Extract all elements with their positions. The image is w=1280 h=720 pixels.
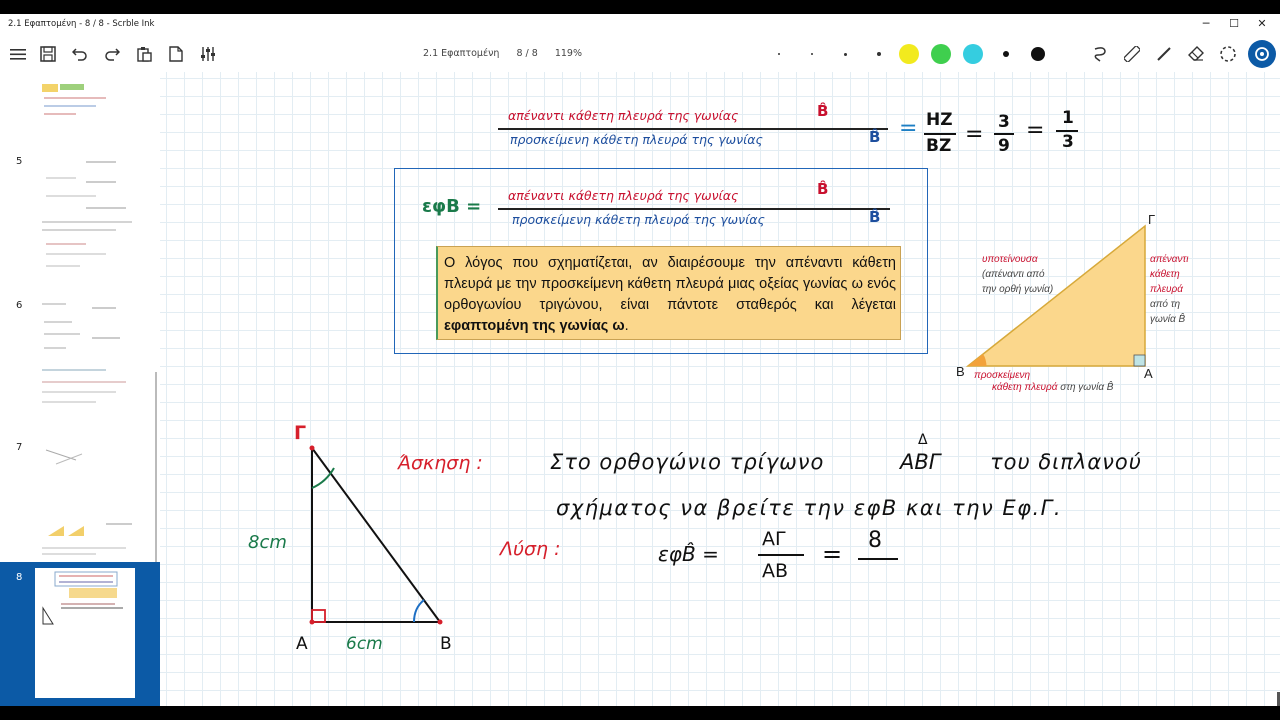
solution-lhs: εφB̂ = — [658, 542, 719, 566]
paste-icon[interactable] — [134, 44, 154, 64]
exercise-line-2: σχήματος να βρείτε την εφΒ και την Εφ.Γ. — [556, 496, 1063, 520]
app-window — [0, 14, 1280, 706]
ratio-hz: HZ — [926, 110, 953, 130]
exercise-line-1: Στο ορθογώνιο τρίγωνο — [550, 450, 825, 474]
solution-fraction-bar — [758, 554, 804, 556]
ref-vertex-a: A — [1144, 366, 1153, 381]
solution-equals: = — [822, 540, 843, 568]
ratio-three-bar — [994, 133, 1014, 135]
hyp-line-3: την ορθή γωνία) — [982, 284, 1054, 295]
opp-line-3: πλευρά — [1150, 284, 1183, 295]
solution-value-bar — [858, 558, 898, 560]
top-fraction-numerator: απέναντι κάθετη πλευρά της γωνίας — [508, 108, 739, 123]
definition-term: εφαπτομένη της γωνίας ω — [444, 318, 625, 334]
window-title: 2.1 Εφαπτομένη - 8 / 8 - Scrble Ink — [8, 19, 155, 29]
sync-icon[interactable] — [1248, 40, 1276, 68]
title-bar — [0, 14, 1280, 36]
undo-icon[interactable] — [70, 44, 90, 64]
page-number: 8 — [16, 572, 23, 583]
save-icon[interactable] — [38, 44, 58, 64]
hyp-line-1: υποτείνουσα — [982, 254, 1038, 265]
adj-line-2-red: κάθετη πλευρά — [992, 382, 1058, 393]
minimize-button[interactable]: ─ — [1202, 17, 1210, 30]
menu-icon[interactable] — [8, 44, 28, 64]
solution-numerator: ΑΓ — [762, 528, 786, 550]
color-black-small-button[interactable] — [1003, 51, 1009, 57]
tan-b-label: εφB = — [422, 196, 482, 217]
ratio-three-denominator: 3 — [1062, 132, 1074, 152]
ref-vertex-b: B — [956, 364, 965, 379]
exercise-triangle-name: ΑΒΓ — [900, 450, 941, 474]
sidebar-scrollbar[interactable] — [155, 372, 157, 562]
page-thumbnail-8[interactable] — [35, 568, 135, 698]
ratio-three: 3 — [998, 112, 1010, 132]
definition-box — [436, 246, 901, 340]
page-number: 6 — [16, 300, 23, 311]
opp-line-4: από τη — [1150, 299, 1181, 310]
definition-end: . — [624, 318, 629, 334]
pen-size-3-icon[interactable] — [844, 53, 847, 56]
lasso-icon[interactable] — [1090, 44, 1110, 64]
adj-line-1: προσκείμενη — [974, 370, 1031, 381]
ratio-one: 1 — [1062, 108, 1074, 128]
exercise-triangle-drawing — [290, 432, 450, 632]
definition-text — [444, 253, 896, 337]
redo-icon[interactable] — [102, 44, 122, 64]
opp-line-2: κάθετη — [1150, 269, 1180, 280]
selection-icon[interactable] — [1218, 44, 1238, 64]
page-indicator: 8 / 8 — [516, 48, 538, 59]
opp-line-5: γωνία B̂ — [1150, 314, 1186, 325]
ratio-bz: BZ — [926, 136, 952, 156]
settings-sliders-icon[interactable] — [198, 44, 218, 64]
top-denominator-angle-symbol: B̂ — [869, 128, 881, 146]
ruler-icon[interactable] — [1122, 44, 1142, 64]
new-page-icon[interactable] — [166, 44, 186, 64]
side-ag-length: 8cm — [248, 532, 287, 553]
hyp-line-2: (απέναντι από — [982, 269, 1045, 280]
top-fraction-denominator: προσκείμενη κάθετη πλευρά της γωνίας — [510, 132, 763, 147]
selected-page-highlight[interactable] — [0, 562, 160, 706]
box-fraction-bar — [498, 208, 890, 210]
color-green-button[interactable] — [931, 44, 951, 64]
note-canvas[interactable] — [160, 72, 1280, 706]
top-fraction-bar — [498, 128, 888, 130]
exercise-label: Άσκηση : — [398, 452, 483, 474]
page-number: 7 — [16, 442, 23, 453]
reference-triangle-diagram — [950, 212, 1160, 382]
document-name: 2.1 Εφαπτομένη — [423, 48, 500, 59]
color-black-large-button[interactable] — [1031, 47, 1045, 61]
page-thumbnail-6[interactable] — [36, 298, 136, 418]
color-yellow-button[interactable] — [899, 44, 919, 64]
page-thumbnail-5[interactable] — [36, 156, 136, 280]
zoom-level[interactable]: 119% — [554, 48, 582, 59]
solution-value: 8 — [868, 528, 882, 553]
box-denominator-angle-symbol: B̂ — [869, 208, 881, 226]
box-fraction-denominator: προσκείμενη κάθετη πλευρά της γωνίας — [512, 212, 765, 227]
pen-size-2-icon[interactable] — [811, 53, 813, 55]
solution-denominator: ΑΒ — [762, 560, 789, 582]
hypotenuse-label — [982, 252, 1053, 297]
toolbar — [0, 36, 1280, 72]
drawn-vertex-a: A — [296, 634, 308, 654]
ratio-nine: 9 — [998, 136, 1010, 156]
eraser-icon[interactable] — [1186, 44, 1206, 64]
color-cyan-button[interactable] — [963, 44, 983, 64]
pen-icon[interactable] — [1154, 44, 1174, 64]
page-thumbnail-7[interactable] — [36, 440, 136, 560]
ref-vertex-g: Γ — [1148, 212, 1156, 227]
top-numerator-angle-symbol: B̂ — [817, 102, 829, 120]
maximize-button[interactable]: ☐ — [1229, 17, 1239, 30]
side-ab-length: 6cm — [346, 634, 383, 654]
box-fraction-numerator: απέναντι κάθετη πλευρά της γωνίας — [508, 188, 739, 203]
top-equals-1: = — [899, 116, 918, 141]
box-numerator-angle-symbol: B̂ — [817, 180, 829, 198]
pen-size-1-icon[interactable] — [778, 53, 780, 55]
page-number: 5 — [16, 156, 23, 167]
opp-line-1: απέναντι — [1150, 254, 1189, 265]
document-info — [423, 48, 596, 59]
adj-line-2-gray: στη γωνία B̂ — [1060, 382, 1114, 393]
adjacent-label-2 — [992, 380, 1113, 395]
opposite-label — [1150, 252, 1188, 327]
drawn-vertex-b: B — [440, 634, 452, 654]
triangle-hat: Δ — [918, 432, 928, 448]
exercise-line-1-end: του διπλανού — [990, 450, 1142, 474]
pen-size-4-icon[interactable] — [877, 52, 881, 56]
definition-body: Ο λόγος που σχηματίζεται, αν διαιρέσουμε την απέναντι κάθετη πλευρά με την προσκείμενη κάθετη πλευρά μιας οξείας γωνίας ω ενός ορθογωνίου τριγώνου, είναι πάντοτε σταθερός και λέγεται — [444, 255, 896, 313]
ratio-hz-bar — [924, 133, 956, 135]
page-thumbnail-4[interactable] — [36, 82, 136, 128]
page-sidebar — [0, 72, 161, 706]
top-equals-2: = — [965, 122, 984, 147]
drawn-vertex-g: Γ — [294, 422, 307, 444]
close-button[interactable]: ✕ — [1257, 17, 1267, 30]
solution-label: Λύση : — [500, 538, 561, 560]
top-equals-3: = — [1026, 118, 1045, 143]
